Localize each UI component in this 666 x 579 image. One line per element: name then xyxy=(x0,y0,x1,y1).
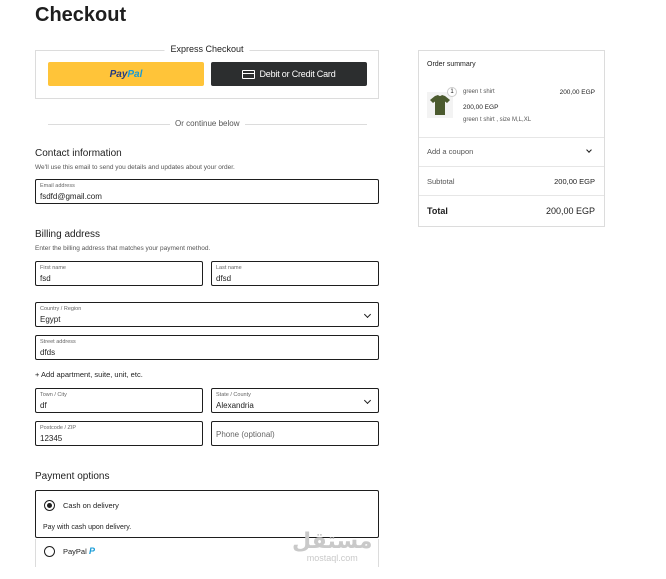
phone-field[interactable] xyxy=(211,421,379,446)
contact-description: We'll use this email to send you details and updates about your order. xyxy=(35,164,235,171)
state-label: State / County xyxy=(216,392,251,398)
order-summary xyxy=(418,50,605,227)
add-coupon-toggle[interactable]: Add a coupon xyxy=(427,147,474,156)
first-name-field[interactable] xyxy=(35,261,203,286)
phone-placeholder: Phone (optional) xyxy=(216,430,275,439)
item-description: green t shirt , size M,L,XL xyxy=(463,117,532,123)
credit-card-icon xyxy=(242,70,255,79)
continue-below-text: Or continue below xyxy=(175,119,240,128)
postcode-field[interactable] xyxy=(35,421,203,446)
watermark xyxy=(292,531,372,564)
watermark-url: mostaql.com xyxy=(306,553,358,563)
state-select[interactable] xyxy=(211,388,379,413)
paypal-radio[interactable] xyxy=(44,546,55,557)
street-value: dfds xyxy=(40,348,56,357)
total-value: 200,00 EGP xyxy=(545,206,595,216)
state-value: Alexandria xyxy=(216,401,254,410)
cod-radio[interactable] xyxy=(44,500,55,511)
subtotal-label: Subtotal xyxy=(427,177,455,186)
divider-left xyxy=(48,124,170,125)
chevron-down-icon xyxy=(364,397,371,404)
last-name-value: dfsd xyxy=(216,274,232,283)
order-summary-title: Order summary xyxy=(427,61,476,68)
debit-credit-card-button[interactable] xyxy=(211,62,367,86)
card-button-label: Debit or Credit Card xyxy=(259,69,336,79)
city-label: Town / City xyxy=(40,392,67,398)
chevron-down-icon[interactable] xyxy=(586,147,592,153)
total-label: Total xyxy=(427,206,448,216)
chevron-down-icon xyxy=(364,311,371,318)
paypal-logo: PayPal xyxy=(109,68,143,80)
billing-description: Enter the billing address that matches your payment method. xyxy=(35,245,211,252)
street-label: Street address xyxy=(40,339,76,345)
email-label: Email address xyxy=(40,183,75,189)
express-checkout-box xyxy=(35,44,379,99)
page-title: Checkout xyxy=(35,4,127,26)
subtotal-value: 200,00 EGP xyxy=(554,177,595,186)
first-name-label: First name xyxy=(40,265,66,271)
quantity-badge: 1 xyxy=(447,87,457,97)
last-name-field[interactable] xyxy=(211,261,379,286)
watermark-logo-text: مستقل xyxy=(292,529,373,554)
email-value: fsdfd@gmail.com xyxy=(40,192,102,201)
item-unit-price: 200,00 EGP xyxy=(463,104,499,111)
paypal-option-label: PayPal xyxy=(63,547,87,556)
summary-divider xyxy=(419,195,604,196)
express-checkout-label: Express Checkout xyxy=(164,44,249,54)
divider-right xyxy=(245,124,367,125)
paypal-button[interactable] xyxy=(48,62,204,86)
cod-description: Pay with cash upon delivery. xyxy=(43,524,132,531)
postcode-value: 12345 xyxy=(40,434,63,443)
postcode-label: Postcode / ZIP xyxy=(40,425,77,431)
country-select[interactable] xyxy=(35,302,379,327)
street-address-field[interactable] xyxy=(35,335,379,360)
billing-title: Billing address xyxy=(35,229,101,240)
email-field[interactable] xyxy=(35,179,379,204)
contact-title: Contact information xyxy=(35,148,122,159)
payment-title: Payment options xyxy=(35,471,110,482)
summary-divider xyxy=(419,166,604,167)
country-value: Egypt xyxy=(40,315,61,324)
country-label: Country / Region xyxy=(40,306,82,312)
cod-label: Cash on delivery xyxy=(63,501,119,510)
city-value: df xyxy=(40,401,47,410)
item-line-price: 200,00 EGP xyxy=(559,89,595,96)
city-field[interactable] xyxy=(35,388,203,413)
add-apartment-link[interactable]: + Add apartment, suite, unit, etc. xyxy=(35,370,143,379)
last-name-label: Last name xyxy=(216,265,242,271)
summary-divider xyxy=(419,137,604,138)
item-name: green t shirt xyxy=(463,89,495,95)
paypal-icon: P xyxy=(89,546,96,556)
first-name-value: fsd xyxy=(40,274,51,283)
